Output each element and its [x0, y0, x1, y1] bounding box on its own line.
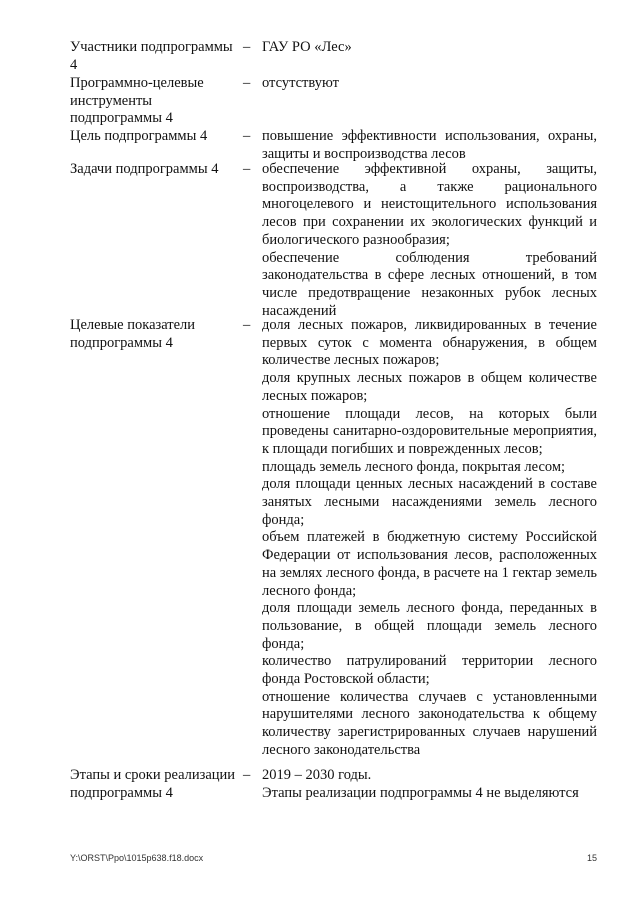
row-dash: –	[243, 75, 251, 91]
value-paragraph: обеспечение соблюдения требований законодательства в сфере лесных отношений, в том числе предотвращение незаконных рубок лесных насаждений	[262, 249, 597, 319]
row-dash: –	[243, 767, 251, 783]
value-paragraph: Этапы реализации подпрограммы 4 не выделяются	[262, 784, 579, 801]
value-paragraph: доля крупных лесных пожаров в общем количестве лесных пожаров;	[262, 370, 597, 404]
value-paragraph: доля площади ценных лесных насаждений в составе занятых лесными насаждениями земель лесного фонда;	[262, 476, 597, 528]
footer-page-number: 15	[586, 853, 597, 863]
footer-file-path: Y:\ORST\Ppo\1015p638.f18.docx	[70, 853, 204, 863]
row-label: Целевые показатели подпрограммы 4	[70, 317, 196, 351]
row-value	[262, 161, 597, 320]
value-paragraph: объем платежей в бюджетную систему Российской Федерации от использования лесов, расположенных на землях лесного фонда, в расчете на 1 гектар земель лесного фонда;	[262, 529, 597, 599]
value-paragraph: отношение количества случаев с установленными нарушителями лесного законодательства к общему количеству зарегистрированных случаев нарушений лесного законодательства	[262, 688, 597, 758]
row-label: Этапы и сроки реализации подпрограммы 4	[70, 767, 236, 801]
value-paragraph: количество патрулирований территории лесного фонда Ростовской области;	[262, 653, 597, 688]
value-paragraph: доля лесных пожаров, ликвидированных в течение первых суток с момента обнаружения, в общем количестве лесных пожаров;	[262, 317, 597, 369]
value-paragraph: отсутствуют	[262, 75, 339, 91]
value-paragraph: отношение площади лесов, на которых были проведены санитарно-оздоровительные мероприятия, к площади погибших и поврежденных лесов;	[262, 405, 597, 457]
value-paragraph: повышение эффективности использования, охраны, защиты и воспроизводства лесов	[262, 128, 597, 162]
value-paragraph: площадь земель лесного фонда, покрытая лесом;	[262, 458, 566, 475]
row-dash: –	[243, 161, 251, 177]
row-label: Программно-целевые инструменты подпрограммы 4	[70, 75, 204, 127]
row-value	[262, 128, 597, 163]
value-paragraph: доля площади земель лесного фонда, переданных в пользование, в общей площади земель лесного фонда;	[262, 600, 597, 652]
row-dash: –	[243, 39, 251, 55]
row-value	[262, 317, 597, 760]
row-dash: –	[243, 128, 251, 144]
row-value	[262, 75, 597, 93]
row-value	[262, 767, 597, 802]
value-paragraph: 2019 – 2030 годы.	[262, 767, 372, 783]
row-dash: –	[243, 317, 251, 333]
row-value	[262, 39, 597, 57]
value-paragraph: ГАУ РО «Лес»	[262, 39, 352, 55]
row-label: Задачи подпрограммы 4	[70, 161, 219, 177]
value-paragraph: обеспечение эффективной охраны, защиты, воспроизводства, а также рационального многоцелевого и неистощительного использования лесов при сохранении их экологических функций и биологического разнообразия;	[262, 161, 597, 248]
row-label: Участники подпрограммы 4	[70, 39, 233, 73]
row-label: Цель подпрограммы 4	[70, 128, 208, 144]
